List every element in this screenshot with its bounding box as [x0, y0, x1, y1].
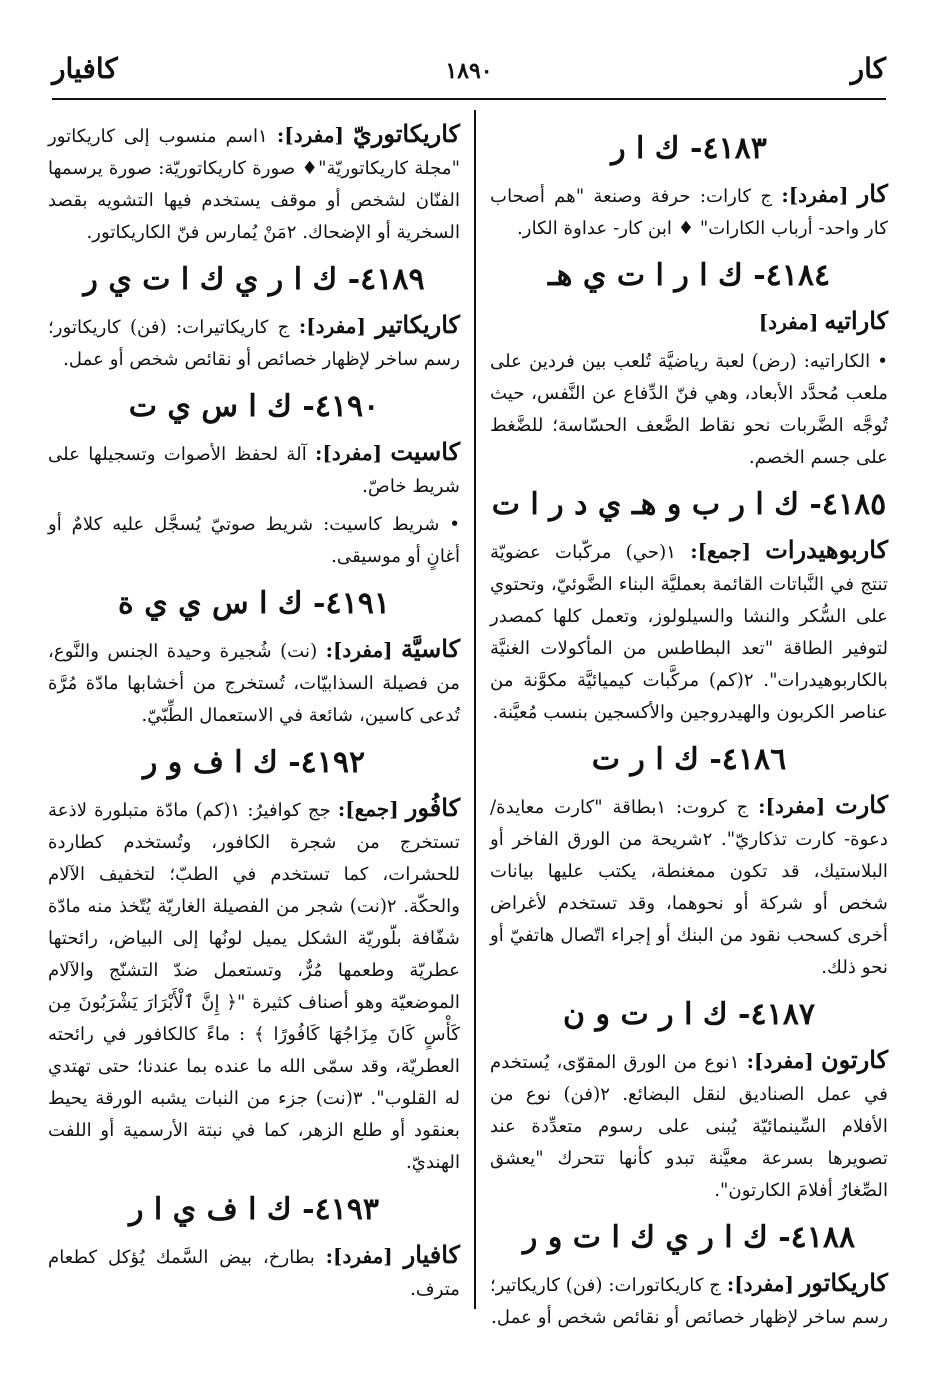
entry-pos-tag: [جمع]:	[690, 539, 752, 563]
entry-definition: جج كوافيرُ: ١(كم) مادّة متبلورة لاذعة تستخرج من شجرة الكافور، وتُستخدم كطاردة للحشرات، كما تستخدم في الطبّ؛ لتخفيف الآلام والحكّة. ٢(نت) شجر من الفصيلة الغاريّة يُتّخذ منه مادّة شفّافة بلّوريّة الشكل يميل لونُها إلى البياض، رائحتها عطريّة وطعمها مُرٌّ، وتستعمل ضدّ التشنّج والآلام الموضعيّة وهو أصناف كثيرة "﴿ إِنَّ ٱلْأَبْرَارَ يَشْرَبُونَ مِن كَأْسٍ كَانَ مِزَاجُهَا كَافُورًا ﴾ : ماءً كالكافور في رائحته العطريّة، وقد سمّى الله ما عنده بما عندنا؛ حتى تهتدي له القلوب". ٣(نت) جزء من النبات يشبه الورقة يحيط بعنقود أو طلع الزهر، كما في نبتة الأرسمية أو اللفت الهنديّ.	[48, 800, 460, 1173]
entry-pos-tag: [مفرد]:	[746, 1049, 814, 1073]
root-heading: ٤١٨٩- ك ا ر ي ك ا ت ي ر	[83, 262, 425, 297]
entry-headword: كافُور	[405, 793, 460, 822]
root-heading: ٤١٨٨- ك ا ر ي ك ا ت و ر	[522, 1220, 856, 1255]
entry-definition: ج كروت: ١بطاقة "كارت معايدة/ دعوة- كارت تذكاريّ". ٢شريحة من الورق الفاخر أو البلاستيك، قد تكون ممغنطة، يكتب عليها بيانات شخص أو شركة أو نحوهما، وقد تستخدم لأغراض أخرى كسحب نقود من البنك أو إجراء اتّصال هاتفيّ أو نحو ذلك.	[490, 797, 888, 978]
entry-definition: • شريط كاسيت: شريط صوتيّ يُسجَّل عليه كلامٌ أو أغانٍ أو موسيقى.	[48, 514, 460, 567]
entry-pos-tag: [مفرد]:	[298, 314, 366, 338]
header-first-word: كار	[850, 52, 886, 85]
entry-headword: كاسيت	[390, 437, 460, 466]
root-heading: ٤١٨٧- ك ا ر ت و ن	[563, 997, 815, 1032]
entry-headword: كارت	[835, 790, 888, 819]
dictionary-entry	[48, 309, 460, 376]
entry-definition: (نت) شُجيرة وحيدة الجنس والنَّوع، من فصيلة السذابيّات، تُستخرج من أخشابها مادّة مُرَّة تُدعى كاسين، شائعة في الاستعمال الطِّبّيّ.	[48, 641, 460, 726]
root-heading: ٤١٨٤- ك ا ر ا ت ي هـ	[547, 258, 831, 293]
header-last-word: كافيار	[52, 52, 118, 85]
page-number: ١٨٩٠	[445, 58, 493, 84]
root-heading: ٤١٩٠- ك ا س ي ت	[128, 389, 380, 424]
entry-pos-tag: [مفرد]:	[276, 123, 344, 147]
entry-headword: كاربوهيدرات	[765, 535, 888, 564]
entry-definition: ج كارات: حرفة وصنعة "هم أصحاب كار واحد- أرباب الكارات" ♦ ابن كار- عداوة الكار.	[490, 186, 888, 239]
entry-headword: كارتون	[820, 1045, 888, 1074]
dictionary-entry	[490, 178, 888, 245]
root-heading: ٤١٩٢- ك ا ف و ر	[142, 745, 366, 780]
entry-definition: ج كاريكاتيرات: (فن) كاريكاتور؛ رسم ساخر لإظهار خصائص أو نقائص شخص أو عمل.	[48, 317, 460, 370]
dictionary-entry	[48, 436, 460, 503]
entry-pos-tag: [مفرد]:	[325, 638, 393, 662]
entry-definition: آلة لحفظ الأصوات وتسجيلها على شريط خاصّ.	[48, 444, 460, 497]
entry-headword: كاريكاتوريّ	[352, 119, 460, 148]
dictionary-entry	[490, 305, 888, 340]
root-heading: ٤١٨٦- ك ا ر ت	[591, 742, 787, 777]
entry-pos-tag: [جمع]:	[337, 797, 399, 821]
entry-definition: ج كاريكاتورات: (فن) كاريكاتير؛ رسم ساخر لإظهار خصائص أو نقائص شخص أو عمل.	[490, 1275, 888, 1328]
entry-pos-tag: [مفرد]:	[758, 794, 826, 818]
root-heading: ٤١٩٣- ك ا ف ي ا ر	[128, 1192, 380, 1227]
dictionary-entry	[48, 118, 460, 249]
dictionary-entry	[490, 1044, 888, 1207]
column-divider	[474, 110, 476, 1309]
entry-headword: كافيار	[403, 1240, 460, 1269]
entry-definition: ١نوع من الورق المقوّى، يُستخدم في عمل الصناديق لنقل البضائع. ٢(فن) نوع من الأفلام السِّينمائيّة يُبنى على رسوم متعدِّدة عند تصويرها بسرعة معيَّنة تبدو كأنها تتحرك "يعشق الصِّغارُ أفلامَ الكارتون".	[490, 1052, 888, 1201]
dictionary-entry	[48, 1239, 460, 1306]
entry-pos-tag: [مفرد]:	[325, 1244, 393, 1268]
entry-headword: كاراتيه	[824, 306, 888, 335]
entry-pos-tag: [مفرد]	[758, 310, 819, 334]
dictionary-entry	[48, 509, 460, 573]
dictionary-entry	[490, 534, 888, 729]
root-heading: ٤١٨٥- ك ا ر ب و هـ ي د ر ا ت	[491, 487, 887, 522]
entry-headword: كاريكاتير	[375, 310, 460, 339]
dictionary-entry	[490, 346, 888, 474]
dictionary-entry	[48, 633, 460, 732]
entry-headword: كاسيَّة	[401, 634, 460, 663]
entry-definition: ١(حي) مركّبات عضويّة تنتج في النَّباتات القائمة بعمليَّة البناء الضَّوئيّ، وتحتوي على السُّكر والنشا والسيلولوز، وتعمل كلها كمصدر لتوفير الطاقة "تعد البطاطس من المأكولات الغنيَّة بالكاربوهيدرات". ٢(كم) مركَّبات كيميائيَّة مكوَّنة من عناصر الكربون والهيدروجين والأكسجين بنسب مُعيَّنة.	[490, 542, 888, 723]
entry-pos-tag: [مفرد]:	[726, 1272, 794, 1296]
entry-definition: • الكاراتيه: (رض) لعبة رياضيَّة تُلعب بين فردين على ملعب مُحدَّد الأبعاد، وهي فنّ الدِّفاع عن النَّفس، حيث تُوجَّه الضَّربات نحو نقاط الضَّعف الحسّاسة؛ للضَّغط على جسم الخصم.	[490, 351, 888, 468]
entry-pos-tag: [مفرد]:	[781, 183, 849, 207]
left-column	[48, 118, 460, 1312]
entry-pos-tag: [مفرد]:	[315, 441, 383, 465]
right-column	[490, 118, 888, 1340]
entry-definition: ١اسم منسوب إلى كاريكاتور "مجلة كاريكاتوريّة"♦ صورة كاريكاتوريّة: صورة يرسمها الفنّان لشخص أو موقف يستخدم فيها التشويه بقصد السخرية أو الإضحاك. ٢مَنْ يُمارس فنّ الكاريكاتور.	[48, 126, 460, 243]
entry-headword: كار	[857, 179, 888, 208]
dictionary-entry	[490, 1267, 888, 1334]
entry-headword: كاريكاتور	[799, 1268, 888, 1297]
page-header	[52, 52, 886, 96]
dictionary-entry	[490, 789, 888, 984]
dictionary-entry	[48, 792, 460, 1179]
entry-definition: بطارخ، بيض السَّمك يُؤكل كطعام مترف.	[48, 1247, 460, 1300]
header-divider	[52, 98, 886, 100]
root-heading: ٤١٩١- ك ا س ي ي ة	[118, 586, 390, 621]
root-heading: ٤١٨٣- ك ا ر	[611, 131, 767, 166]
